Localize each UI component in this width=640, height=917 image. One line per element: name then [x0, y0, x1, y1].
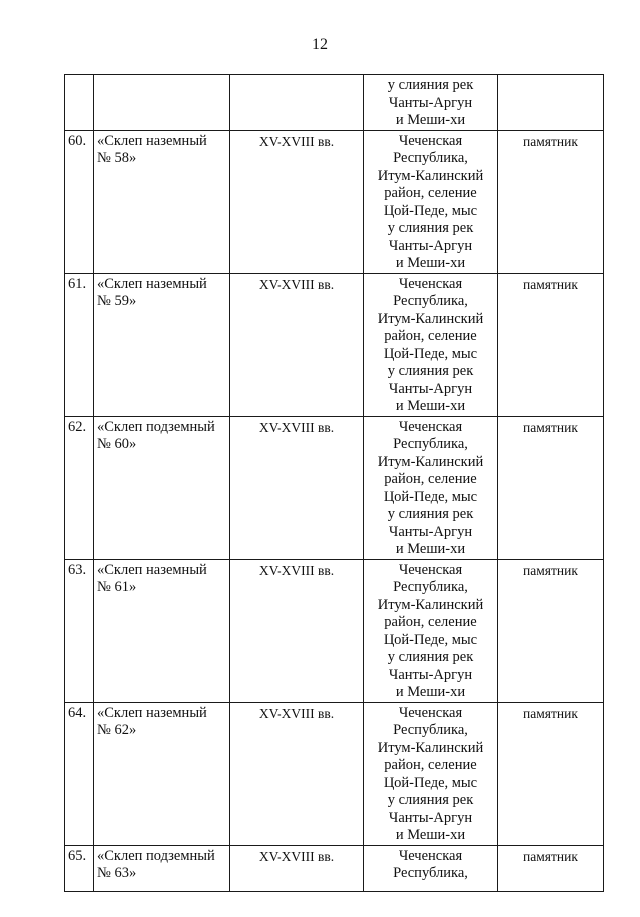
row-number: 60. [65, 130, 94, 273]
location-line: Чанты-Аргун [388, 94, 473, 111]
category: памятник [498, 702, 604, 845]
location [364, 702, 498, 845]
location-line: у слияния рек [387, 506, 474, 522]
dating: XV-XVIII вв. [230, 702, 364, 845]
category [498, 75, 604, 131]
dating: XV-XVIII вв. [230, 416, 364, 559]
object-name-line: № 59» [97, 293, 137, 309]
location-line: Чеченская [398, 847, 463, 864]
location-line: Чеченская [398, 275, 463, 292]
object-name-line: № 62» [97, 722, 137, 738]
location-line: у слияния рек [387, 792, 474, 808]
row-number: 61. [65, 273, 94, 416]
location-line: район, селение [384, 185, 477, 201]
location-line: у слияния рек [387, 363, 474, 379]
row-number: 62. [65, 416, 94, 559]
row-number: 63. [65, 559, 94, 702]
location-line: Чанты-Аргун [388, 809, 473, 826]
location [364, 416, 498, 559]
table-row [65, 416, 604, 559]
location-line: Чеченская [398, 132, 463, 149]
table-row [65, 845, 604, 891]
object-name-line: № 63» [97, 865, 137, 881]
location-line: Цой-Педе, мыс [383, 345, 478, 362]
location-line: и Меши-хи [395, 827, 466, 843]
location-line: Цой-Педе, мыс [383, 774, 478, 791]
location-line: Республика, [393, 436, 468, 452]
category: памятник [498, 416, 604, 559]
location-line: Республика, [393, 722, 468, 738]
location-line: Чеченская [398, 704, 463, 721]
location-line: Чанты-Аргун [388, 380, 473, 397]
location-line: у слияния рек [387, 649, 474, 665]
location [364, 273, 498, 416]
row-number [65, 75, 94, 131]
location-line: район, селение [384, 614, 477, 630]
object-name-line: № 61» [97, 579, 137, 595]
dating: XV-XVIII вв. [230, 845, 364, 891]
dating: XV-XVIII вв. [230, 559, 364, 702]
object-name [94, 416, 230, 559]
location [364, 845, 498, 891]
object-name [94, 130, 230, 273]
object-name-line: «Склеп подземный [97, 418, 215, 435]
location-line: и Меши-хи [395, 541, 466, 557]
location-line: Республика, [393, 150, 468, 166]
continuation-row [65, 75, 604, 131]
location-line: район, селение [384, 328, 477, 344]
location-line: и Меши-хи [395, 684, 466, 700]
dating [230, 75, 364, 131]
row-number: 65. [65, 845, 94, 891]
object-name-line: «Склеп наземный [97, 561, 207, 578]
location-line: у слияния рек [387, 220, 474, 236]
location-line: Итум-Калинский [377, 596, 484, 613]
location-line: Итум-Калинский [377, 310, 484, 327]
location-line: и Меши-хи [395, 112, 466, 128]
location-line: Республика, [393, 579, 468, 595]
object-name [94, 273, 230, 416]
table-row [65, 702, 604, 845]
location-line: у слияния рек [387, 77, 474, 93]
location-line: Республика, [393, 865, 468, 881]
location-line: Цой-Педе, мыс [383, 202, 478, 219]
location-line: Чанты-Аргун [388, 666, 473, 683]
location-line: Цой-Педе, мыс [383, 488, 478, 505]
category: памятник [498, 273, 604, 416]
table-row [65, 273, 604, 416]
location-line: Чанты-Аргун [388, 237, 473, 254]
category: памятник [498, 845, 604, 891]
object-name-line: «Склеп подземный [97, 847, 215, 864]
location-line: Итум-Калинский [377, 739, 484, 756]
location-line: район, селение [384, 471, 477, 487]
object-name-line: «Склеп наземный [97, 275, 207, 292]
row-number: 64. [65, 702, 94, 845]
page-number: 12 [312, 36, 328, 53]
table-row [65, 130, 604, 273]
location-line: Итум-Калинский [377, 453, 484, 470]
object-name-line: «Склеп наземный [97, 132, 207, 149]
heritage-table-body [65, 75, 604, 892]
location-line: Республика, [393, 293, 468, 309]
location [364, 130, 498, 273]
location-line: Итум-Калинский [377, 167, 484, 184]
object-name [94, 845, 230, 891]
location-line: район, селение [384, 757, 477, 773]
dating: XV-XVIII вв. [230, 273, 364, 416]
object-name-line: «Склеп наземный [97, 704, 207, 721]
location-line: Чеченская [398, 561, 463, 578]
object-name [94, 75, 230, 131]
location-line: и Меши-хи [395, 398, 466, 414]
object-name-line: № 58» [97, 150, 137, 166]
object-name [94, 559, 230, 702]
object-name-line: № 60» [97, 436, 137, 452]
location-line: Чанты-Аргун [388, 523, 473, 540]
category: памятник [498, 130, 604, 273]
heritage-table [64, 74, 604, 892]
dating: XV-XVIII вв. [230, 130, 364, 273]
table-row [65, 559, 604, 702]
location-line: Цой-Педе, мыс [383, 631, 478, 648]
location [364, 75, 498, 131]
object-name [94, 702, 230, 845]
category: памятник [498, 559, 604, 702]
location-line: Чеченская [398, 418, 463, 435]
location [364, 559, 498, 702]
location-line: и Меши-хи [395, 255, 466, 271]
